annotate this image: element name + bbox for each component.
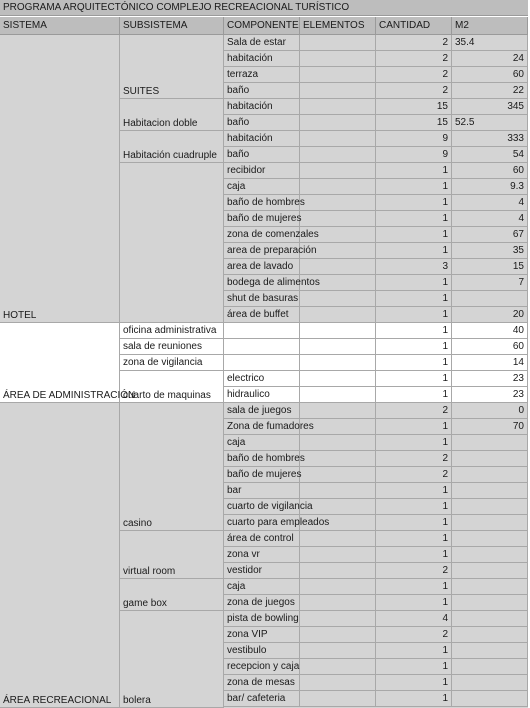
m2-cell[interactable]: 20 xyxy=(452,307,528,323)
elementos-cell[interactable] xyxy=(300,467,376,483)
elementos-cell[interactable] xyxy=(300,147,376,163)
elementos-cell[interactable] xyxy=(300,275,376,291)
cantidad-cell[interactable]: 1 xyxy=(376,547,452,563)
elementos-cell[interactable] xyxy=(300,675,376,691)
table-row xyxy=(224,323,528,339)
table-row xyxy=(224,531,528,547)
elementos-cell[interactable] xyxy=(300,627,376,643)
m2-cell[interactable]: 9.3 xyxy=(452,179,528,195)
cantidad-cell[interactable]: 9 xyxy=(376,147,452,163)
cantidad-cell[interactable]: 1 xyxy=(376,163,452,179)
header-m2[interactable]: M2 xyxy=(452,17,528,34)
table-row xyxy=(224,691,528,707)
table-row xyxy=(224,451,528,467)
subsistema-cell[interactable]: sala de reuniones xyxy=(120,339,224,355)
elementos-cell[interactable] xyxy=(300,355,376,371)
m2-cell[interactable]: 333 xyxy=(452,131,528,147)
elementos-cell[interactable] xyxy=(300,67,376,83)
table-row xyxy=(224,627,528,643)
m2-cell[interactable] xyxy=(452,691,528,707)
elementos-cell[interactable] xyxy=(300,227,376,243)
table-row xyxy=(224,403,528,419)
elementos-cell[interactable] xyxy=(300,643,376,659)
cantidad-cell[interactable]: 1 xyxy=(376,579,452,595)
componente-cell[interactable]: baño xyxy=(224,147,300,163)
table-row xyxy=(224,563,528,579)
cantidad-cell[interactable]: 2 xyxy=(376,403,452,419)
cantidad-cell[interactable]: 1 xyxy=(376,211,452,227)
table-row xyxy=(224,179,528,195)
elementos-cell[interactable] xyxy=(300,35,376,51)
table-row xyxy=(224,147,528,163)
componente-cell[interactable]: baño de hombres xyxy=(224,195,300,211)
subsistema-label: virtual room xyxy=(123,566,176,577)
elementos-cell[interactable] xyxy=(300,291,376,307)
cantidad-cell[interactable]: 3 xyxy=(376,259,452,275)
componente-cell[interactable]: habitación xyxy=(224,99,300,115)
componente-cell[interactable]: cuarto para empleados xyxy=(224,515,300,531)
elementos-cell[interactable] xyxy=(300,547,376,563)
elementos-cell[interactable] xyxy=(300,323,376,339)
elementos-cell[interactable] xyxy=(300,211,376,227)
elementos-cell[interactable] xyxy=(300,387,376,403)
table-row xyxy=(224,499,528,515)
componente-cell[interactable] xyxy=(224,355,300,371)
table-row xyxy=(224,483,528,499)
table-row xyxy=(224,307,528,323)
elementos-cell[interactable] xyxy=(300,259,376,275)
m2-cell[interactable] xyxy=(452,435,528,451)
componente-cell[interactable]: bar/ cafeteria xyxy=(224,691,300,707)
cantidad-cell[interactable]: 2 xyxy=(376,83,452,99)
cantidad-cell[interactable]: 1 xyxy=(376,195,452,211)
subsistema-cell-suites[interactable] xyxy=(120,35,224,99)
m2-cell[interactable] xyxy=(452,563,528,579)
header-sistema[interactable]: SISTEMA xyxy=(0,17,120,34)
header-row xyxy=(0,17,528,35)
elementos-cell[interactable] xyxy=(300,563,376,579)
header-elementos[interactable]: ELEMENTOS xyxy=(300,17,376,34)
cantidad-cell[interactable]: 1 xyxy=(376,291,452,307)
componente-cell[interactable]: hidraulico xyxy=(224,387,300,403)
m2-cell[interactable] xyxy=(452,451,528,467)
m2-cell[interactable]: 60 xyxy=(452,67,528,83)
table-row xyxy=(224,115,528,131)
sistema-label: ÁREA RECREACIONAL xyxy=(3,695,112,706)
componente-cell[interactable]: caja xyxy=(224,435,300,451)
componente-cell[interactable]: habitación xyxy=(224,51,300,67)
subsistema-cell-game-box[interactable] xyxy=(120,579,224,611)
header-cantidad[interactable]: CANTIDAD xyxy=(376,17,452,34)
componente-cell[interactable]: area de preparación xyxy=(224,243,300,259)
table-row xyxy=(224,339,528,355)
table-row xyxy=(224,515,528,531)
m2-cell[interactable]: 24 xyxy=(452,51,528,67)
subsistema-cell[interactable]: zona de vigilancia xyxy=(120,355,224,371)
table-row xyxy=(224,291,528,307)
cantidad-cell[interactable]: 2 xyxy=(376,451,452,467)
cantidad-cell[interactable]: 1 xyxy=(376,691,452,707)
elementos-cell[interactable] xyxy=(300,307,376,323)
cantidad-cell[interactable]: 1 xyxy=(376,179,452,195)
elementos-cell[interactable] xyxy=(300,99,376,115)
elementos-cell[interactable] xyxy=(300,531,376,547)
elementos-cell[interactable] xyxy=(300,579,376,595)
table-row xyxy=(224,195,528,211)
elementos-cell[interactable] xyxy=(300,131,376,147)
componente-cell[interactable]: área de control xyxy=(224,531,300,547)
cantidad-cell[interactable]: 1 xyxy=(376,371,452,387)
m2-cell[interactable]: 40 xyxy=(452,323,528,339)
elementos-cell[interactable] xyxy=(300,435,376,451)
table-row xyxy=(224,643,528,659)
cantidad-cell[interactable]: 2 xyxy=(376,467,452,483)
m2-cell[interactable]: 54 xyxy=(452,147,528,163)
cantidad-cell[interactable]: 1 xyxy=(376,483,452,499)
subsistema-cell-maquinas[interactable] xyxy=(120,371,224,403)
m2-cell[interactable]: 35 xyxy=(452,243,528,259)
cantidad-cell[interactable]: 1 xyxy=(376,659,452,675)
table-row xyxy=(224,355,528,371)
subsistema-label: Habitacion doble xyxy=(123,118,198,129)
cantidad-cell[interactable]: 4 xyxy=(376,611,452,627)
cantidad-cell[interactable]: 2 xyxy=(376,35,452,51)
m2-cell[interactable] xyxy=(452,579,528,595)
table-row xyxy=(224,83,528,99)
m2-cell[interactable]: 7 xyxy=(452,275,528,291)
m2-cell[interactable]: 22 xyxy=(452,83,528,99)
m2-cell[interactable]: 60 xyxy=(452,339,528,355)
componente-cell[interactable]: shut de basuras xyxy=(224,291,300,307)
m2-cell[interactable]: 23 xyxy=(452,387,528,403)
componente-cell[interactable] xyxy=(224,323,300,339)
componente-cell[interactable]: recibidor xyxy=(224,163,300,179)
subsistema-cell-casino[interactable] xyxy=(120,403,224,531)
cantidad-cell[interactable]: 9 xyxy=(376,131,452,147)
componente-cell[interactable]: area de lavado xyxy=(224,259,300,275)
componente-cell[interactable]: caja xyxy=(224,179,300,195)
elementos-cell[interactable] xyxy=(300,83,376,99)
componente-cell[interactable]: pista de bowling xyxy=(224,611,300,627)
table-row xyxy=(224,387,528,403)
admin-section xyxy=(0,323,528,403)
subsistema-label: SUITES xyxy=(123,86,160,97)
m2-cell[interactable]: 14 xyxy=(452,355,528,371)
componente-cell[interactable]: caja xyxy=(224,579,300,595)
table-row xyxy=(224,227,528,243)
subsistema-label: cuarto de maquinas xyxy=(123,390,211,401)
cantidad-cell[interactable]: 1 xyxy=(376,227,452,243)
componente-cell[interactable]: terraza xyxy=(224,67,300,83)
componente-cell[interactable]: zona VIP xyxy=(224,627,300,643)
header-componente[interactable]: COMPONENTE xyxy=(224,17,300,34)
subsistema-label: Habitación cuadruple xyxy=(123,150,217,161)
table-row xyxy=(224,35,528,51)
elementos-cell[interactable] xyxy=(300,179,376,195)
table-row xyxy=(224,579,528,595)
recreacional-section xyxy=(0,403,528,708)
m2-cell[interactable]: 67 xyxy=(452,227,528,243)
table-row xyxy=(224,467,528,483)
elementos-cell[interactable] xyxy=(300,371,376,387)
m2-cell[interactable]: 70 xyxy=(452,419,528,435)
componente-cell[interactable]: Sala de estar xyxy=(224,35,300,51)
subsistema-cell-virtual-room[interactable] xyxy=(120,531,224,579)
componente-cell[interactable]: sala de juegos xyxy=(224,403,300,419)
table-row xyxy=(224,243,528,259)
m2-cell[interactable]: 345 xyxy=(452,99,528,115)
m2-cell[interactable]: 4 xyxy=(452,211,528,227)
cantidad-cell[interactable]: 15 xyxy=(376,115,452,131)
componente-cell[interactable]: habitación xyxy=(224,131,300,147)
cantidad-cell[interactable]: 1 xyxy=(376,323,452,339)
cantidad-cell[interactable]: 1 xyxy=(376,435,452,451)
componente-cell[interactable]: bodega de alimentos xyxy=(224,275,300,291)
componente-cell[interactable]: Zona de fumadores xyxy=(224,419,300,435)
componente-cell[interactable]: zona de juegos xyxy=(224,595,300,611)
elementos-cell[interactable] xyxy=(300,691,376,707)
cantidad-cell[interactable]: 1 xyxy=(376,419,452,435)
table-row xyxy=(224,211,528,227)
cantidad-cell[interactable]: 1 xyxy=(376,531,452,547)
elementos-cell[interactable] xyxy=(300,515,376,531)
componente-cell[interactable]: baño xyxy=(224,115,300,131)
subsistema-cell[interactable]: oficina administrativa xyxy=(120,323,224,339)
elementos-cell[interactable] xyxy=(300,403,376,419)
sistema-cell-recreacional[interactable] xyxy=(0,403,120,708)
table-row xyxy=(224,67,528,83)
cantidad-cell[interactable]: 2 xyxy=(376,51,452,67)
table-row xyxy=(224,547,528,563)
cantidad-cell[interactable]: 1 xyxy=(376,339,452,355)
elementos-cell[interactable] xyxy=(300,659,376,675)
cantidad-cell[interactable]: 1 xyxy=(376,515,452,531)
m2-cell[interactable] xyxy=(452,611,528,627)
cantidad-cell[interactable]: 2 xyxy=(376,67,452,83)
componente-cell[interactable]: zona de mesas xyxy=(224,675,300,691)
subsistema-label: game box xyxy=(123,598,167,609)
cantidad-cell[interactable]: 1 xyxy=(376,355,452,371)
elementos-cell[interactable] xyxy=(300,419,376,435)
subsistema-cell-bolera[interactable] xyxy=(120,611,224,708)
elementos-cell[interactable] xyxy=(300,195,376,211)
componente-cell[interactable]: vestidor xyxy=(224,563,300,579)
elementos-cell[interactable] xyxy=(300,499,376,515)
m2-cell[interactable]: 0 xyxy=(452,403,528,419)
table-row xyxy=(224,131,528,147)
sistema-cell-admin[interactable] xyxy=(0,323,136,403)
hotel-section xyxy=(0,35,528,323)
sistema-label: HOTEL xyxy=(3,310,37,321)
m2-cell[interactable] xyxy=(452,499,528,515)
m2-cell[interactable]: 52.5 xyxy=(452,115,528,131)
table-row xyxy=(224,659,528,675)
componente-cell[interactable]: zona vr xyxy=(224,547,300,563)
componente-cell[interactable]: cuarto de vigilancia xyxy=(224,499,300,515)
m2-cell[interactable] xyxy=(452,467,528,483)
elementos-cell[interactable] xyxy=(300,339,376,355)
componente-cell[interactable]: baño de mujeres xyxy=(224,467,300,483)
componente-cell[interactable]: recepcion y caja xyxy=(224,659,300,675)
table-row xyxy=(224,275,528,291)
m2-cell[interactable]: 4 xyxy=(452,195,528,211)
table-row xyxy=(224,435,528,451)
cantidad-cell[interactable]: 1 xyxy=(376,275,452,291)
table-row xyxy=(224,611,528,627)
componente-cell[interactable]: zona de comenzales xyxy=(224,227,300,243)
cantidad-cell[interactable]: 1 xyxy=(376,387,452,403)
m2-cell[interactable] xyxy=(452,547,528,563)
table-row xyxy=(224,99,528,115)
elementos-cell[interactable] xyxy=(300,483,376,499)
cantidad-cell[interactable]: 1 xyxy=(376,307,452,323)
m2-cell[interactable] xyxy=(452,627,528,643)
cantidad-cell[interactable]: 1 xyxy=(376,643,452,659)
componente-cell[interactable] xyxy=(224,339,300,355)
elementos-cell[interactable] xyxy=(300,243,376,259)
m2-cell[interactable] xyxy=(452,659,528,675)
componente-cell[interactable]: baño de mujeres xyxy=(224,211,300,227)
componente-cell[interactable]: baño de hombres xyxy=(224,451,300,467)
elementos-cell[interactable] xyxy=(300,115,376,131)
elementos-cell[interactable] xyxy=(300,611,376,627)
elementos-cell[interactable] xyxy=(300,595,376,611)
componente-cell[interactable]: bar xyxy=(224,483,300,499)
subsistema-cell-doble[interactable] xyxy=(120,99,224,131)
m2-cell[interactable]: 23 xyxy=(452,371,528,387)
m2-cell[interactable] xyxy=(452,675,528,691)
elementos-cell[interactable] xyxy=(300,163,376,179)
m2-cell[interactable]: 15 xyxy=(452,259,528,275)
componente-cell[interactable]: vestibulo xyxy=(224,643,300,659)
componente-cell[interactable]: área de buffet xyxy=(224,307,300,323)
cantidad-cell[interactable]: 1 xyxy=(376,675,452,691)
table-row xyxy=(224,51,528,67)
cantidad-cell[interactable]: 2 xyxy=(376,563,452,579)
m2-cell[interactable] xyxy=(452,291,528,307)
header-subsistema[interactable]: SUBSISTEMA xyxy=(120,17,224,34)
table-row xyxy=(224,419,528,435)
m2-cell[interactable] xyxy=(452,531,528,547)
subsistema-label: bolera xyxy=(123,695,151,706)
sistema-cell-hotel[interactable] xyxy=(0,35,120,323)
table-row xyxy=(224,675,528,691)
table-row xyxy=(224,371,528,387)
cantidad-cell[interactable]: 1 xyxy=(376,243,452,259)
componente-cell[interactable]: electrico xyxy=(224,371,300,387)
m2-cell[interactable]: 60 xyxy=(452,163,528,179)
elementos-cell[interactable] xyxy=(300,451,376,467)
table-row xyxy=(224,163,528,179)
m2-cell[interactable] xyxy=(452,643,528,659)
cantidad-cell[interactable]: 1 xyxy=(376,499,452,515)
table-row xyxy=(224,595,528,611)
m2-cell[interactable] xyxy=(452,515,528,531)
m2-cell[interactable]: 35.4 xyxy=(452,35,528,51)
m2-cell[interactable] xyxy=(452,595,528,611)
subsistema-cell-cuadruple[interactable] xyxy=(120,131,224,163)
sistema-label: ÁREA DE ADMINISTRACIÓN xyxy=(3,390,136,401)
elementos-cell[interactable] xyxy=(300,51,376,67)
subsistema-cell-restaurant[interactable] xyxy=(120,163,224,323)
componente-cell[interactable]: baño xyxy=(224,83,300,99)
m2-cell[interactable] xyxy=(452,483,528,499)
cantidad-cell[interactable]: 2 xyxy=(376,627,452,643)
sheet-title[interactable]: PROGRAMA ARQUITECTÓNICO COMPLEJO RECREACIONAL TURÍSTICO xyxy=(0,0,528,16)
subsistema-label: casino xyxy=(123,518,152,529)
cantidad-cell[interactable]: 1 xyxy=(376,595,452,611)
cantidad-cell[interactable]: 15 xyxy=(376,99,452,115)
table-row xyxy=(224,259,528,275)
